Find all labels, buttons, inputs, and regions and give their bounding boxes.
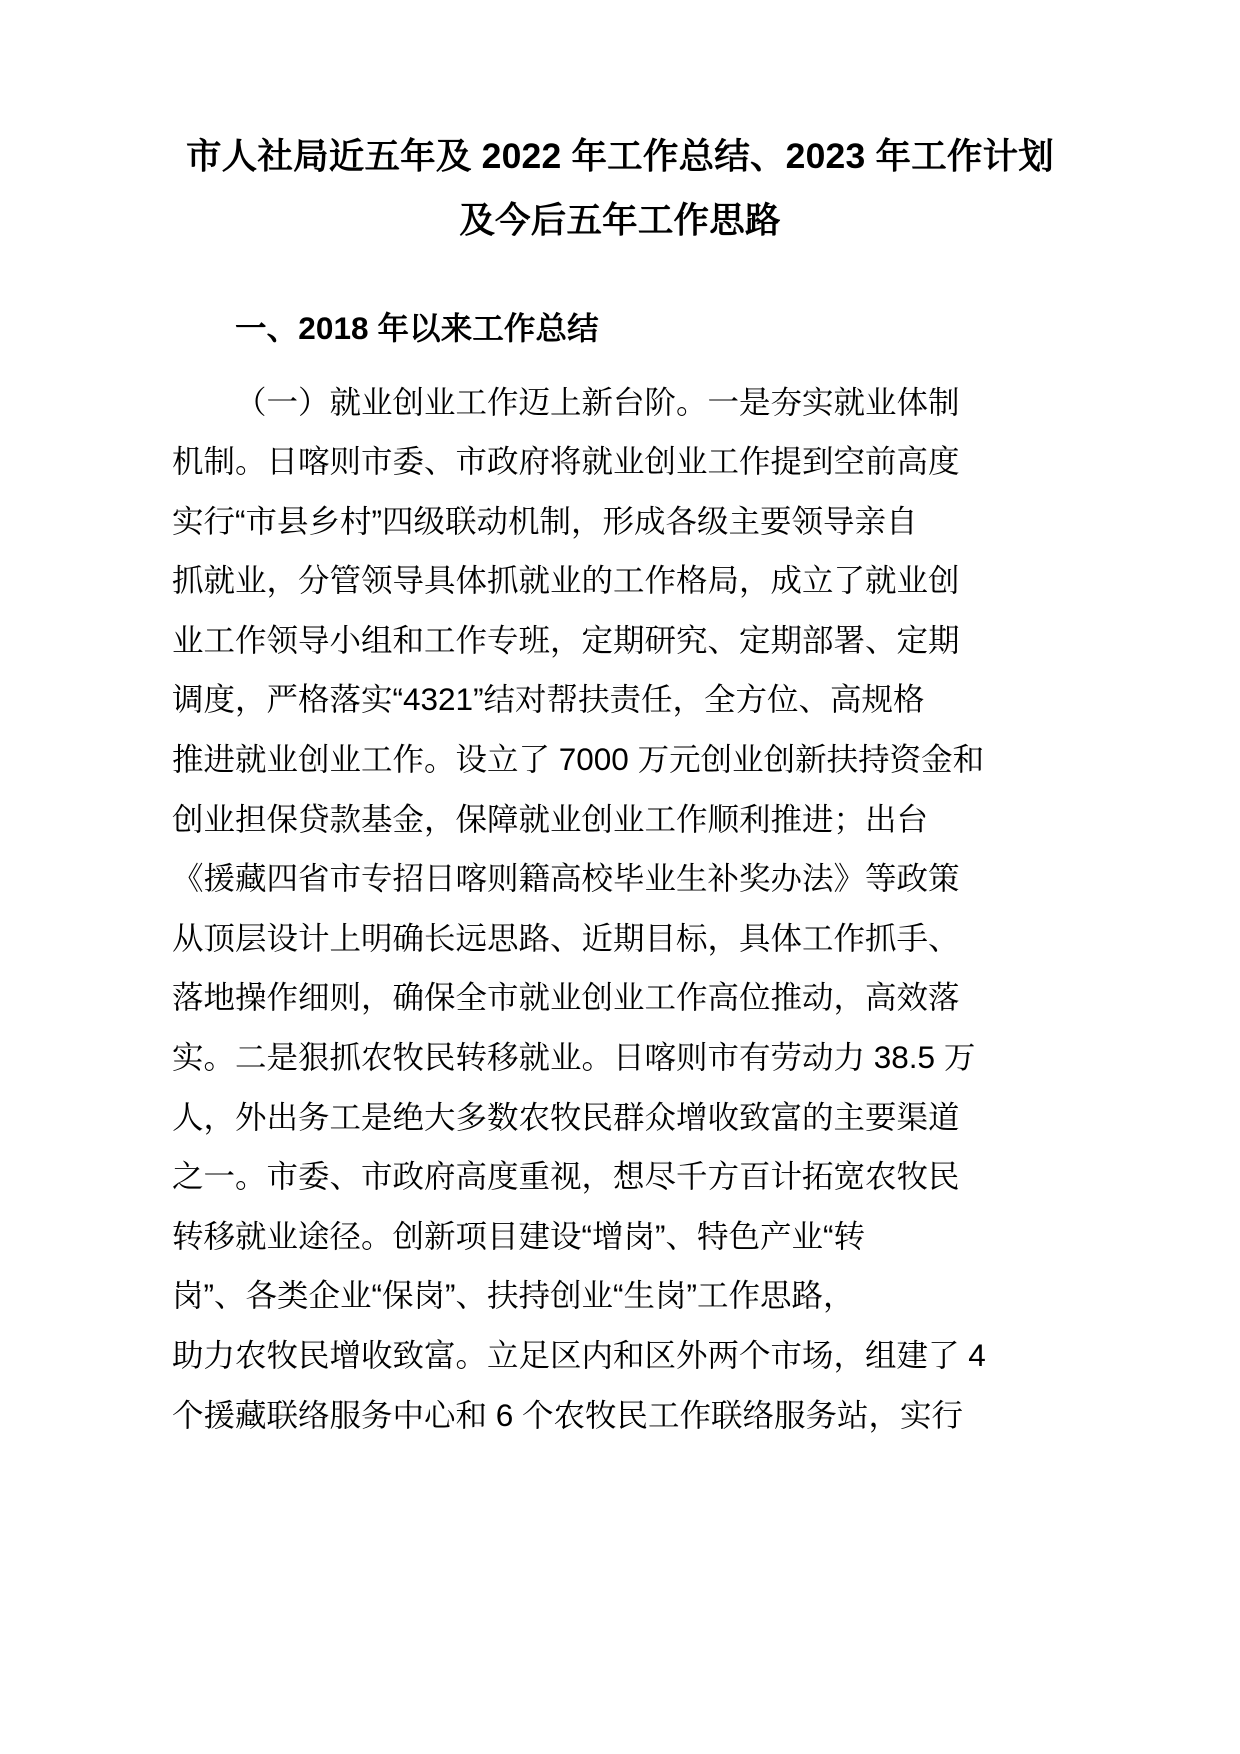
title-spacer bbox=[172, 249, 1068, 313]
body-paragraph bbox=[172, 373, 1068, 1446]
paragraph-line: 实。二是狠抓农牧民转移就业。日喀则市有劳动力 38.5 万 bbox=[172, 1039, 976, 1076]
paragraph-line: 业工作领导小组和工作专班，定期研究、定期部署、定期 bbox=[172, 621, 960, 658]
paragraph-line: 从顶层设计上明确长远思路、近期目标，具体工作抓手、 bbox=[172, 919, 960, 956]
paragraph-line: 个援藏联络服务中心和 6 个农牧民工作联络服务站，实行 bbox=[172, 1396, 964, 1433]
paragraph-line: （一）就业创业工作迈上新台阶。一是夯实就业体制 bbox=[235, 383, 960, 420]
paragraph-line: 岗”、各类企业“保岗”、扶持创业“生岗”工作思路， bbox=[172, 1277, 855, 1314]
page-content bbox=[172, 128, 1068, 1445]
paragraph-line: 《援藏四省市专招日喀则籍高校毕业生补奖办法》等政策 bbox=[172, 860, 960, 897]
document-title bbox=[172, 128, 1068, 249]
paragraph-line: 之一。市委、市政府高度重视，想尽千方百计拓宽农牧民 bbox=[172, 1158, 960, 1195]
paragraph-line: 助力农牧民增收致富。立足区内和区外两个市场，组建了 4 bbox=[172, 1337, 986, 1373]
document-title-line-2: 及今后五年工作思路 bbox=[459, 199, 781, 240]
heading-spacer bbox=[172, 345, 1068, 373]
paragraph-line: 机制。日喀则市委、市政府将就业创业工作提到空前高度 bbox=[172, 443, 960, 480]
paragraph-line: 转移就业途径。创新项目建设“增岗”、特色产业“转 bbox=[172, 1217, 865, 1254]
paragraph-line: 抓就业，分管领导具体抓就业的工作格局，成立了就业创 bbox=[172, 562, 960, 599]
document-title-line-1: 市人社局近五年及 2022 年工作总结、2023 年工作计划 bbox=[185, 136, 1055, 176]
paragraph-line: 实行“市县乡村”四级联动机制，形成各级主要领导亲自 bbox=[172, 502, 918, 539]
paragraph-line: 推进就业创业工作。设立了 7000 万元创业创新扶持资金和 bbox=[172, 741, 985, 778]
paragraph-line: 创业担保贷款基金，保障就业创业工作顺利推进；出台 bbox=[172, 800, 929, 837]
paragraph-line: 调度，严格落实“4321”结对帮扶责任，全方位、高规格 bbox=[172, 681, 925, 718]
paragraph-line: 人，外出务工是绝大多数农牧民群众增收致富的主要渠道 bbox=[172, 1098, 960, 1135]
section-heading: 一、2018 年以来工作总结 bbox=[235, 310, 599, 346]
paragraph-line: 落地操作细则，确保全市就业创业工作高位推动，高效落 bbox=[172, 979, 960, 1016]
